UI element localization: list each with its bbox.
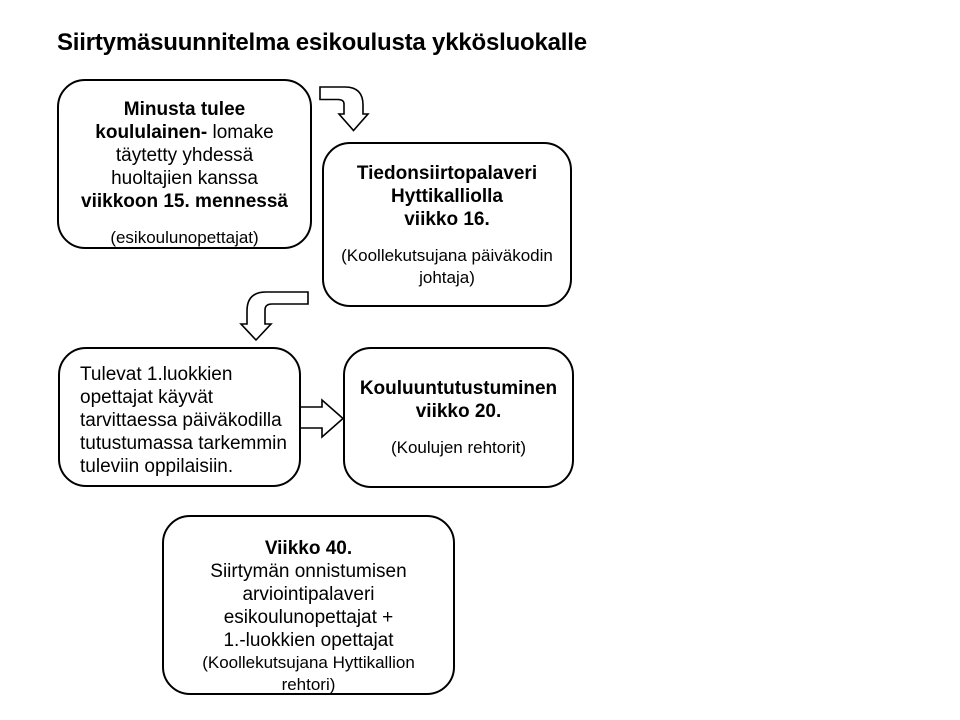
- box-text: Tulevat 1.luokkien opettajat käyvät tarvittaessa päiväkodilla tutustumassa tarkemmin tuleviin oppilaisiin.: [80, 364, 287, 477]
- flow-box-kouluuntutustuminen: [343, 347, 574, 488]
- box-text: Kouluuntutustuminen viikko 20. (Koulujen rehtorit): [359, 378, 558, 457]
- box-text: Minusta tulee koululainen- lomake täytetty yhdessä huoltajien kanssa viikkoon 15. mennessä (esikoulunopettajat): [81, 99, 288, 247]
- right-arrow-icon: [300, 400, 343, 437]
- flow-box-viikko-40-arviointipalaveri: [162, 515, 455, 695]
- box-text: Viikko 40. Siirtymän onnistumisen arviointipalaveri esikoulunopettajat + 1.-luokkien opettajat (Koollekutsujana Hyttikallion rehtori): [202, 538, 415, 694]
- box-text: Tiedonsiirtopalaveri Hyttikalliolla viikko 16. (Koollekutsujana päiväkodin johtaja): [341, 163, 553, 287]
- diagram-title: Siirtymäsuunnitelma esikoulusta ykkösluokalle: [57, 29, 587, 56]
- bent-arrow-down-icon: [320, 87, 368, 131]
- flow-box-opettajien-tutustumiskaynnit: [58, 347, 301, 487]
- flow-box-minusta-tulee-koululainen: [57, 79, 312, 249]
- flow-box-tiedonsiirtopalaveri: [322, 142, 572, 307]
- bent-arrow-down-mirrored-icon: [241, 292, 308, 340]
